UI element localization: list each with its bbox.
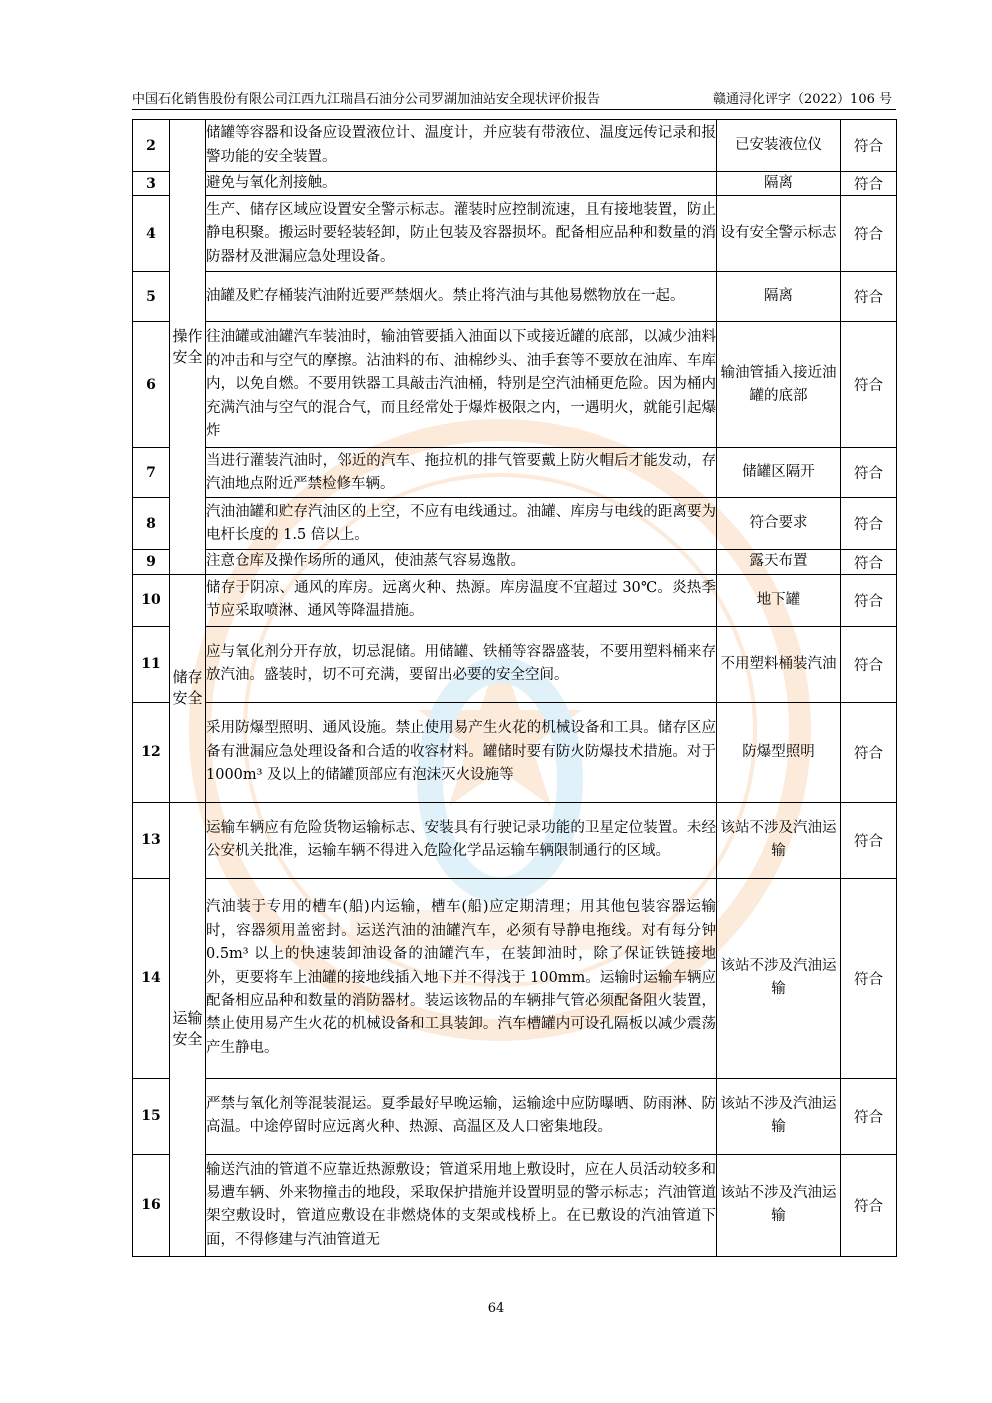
requirement-cell: 避免与氧化剂接触。: [206, 172, 717, 196]
report-number: 赣通浔化评字（2022）106 号: [712, 92, 892, 107]
table-row: [133, 120, 897, 172]
result-cell: 符合: [841, 172, 897, 196]
row-number: 11: [133, 626, 170, 702]
requirement-cell: 油罐及贮存桶装汽油附近要严禁烟火。禁止将汽油与其他易燃物放在一起。: [206, 272, 717, 322]
measure-cell: 该站不涉及汽油运输: [717, 878, 841, 1078]
result-cell: 符合: [841, 626, 897, 702]
requirement-cell: 汽油装于专用的槽车(船)内运输，槽车(船)应定期清理；用其他包装容器运输时，容器须用盖密封。运送汽油的油罐汽车，必须有导静电拖线。对有每分钟 0.5m³ 以上的快速装卸油设备的油罐汽车，在装卸油时，除了保证铁链接地外，更要将车上油罐的接地线插入地下并不得浅于 100mm。运输时运输车辆应配备相应品种和数量的消防器材。装运该物品的车辆排气管必须配备阻火装置，禁止使用易产生火花的机械设备和工具装卸。汽车槽罐内可设孔隔板以减少震荡产生静电。: [206, 878, 717, 1078]
requirement-cell: 储存于阴凉、通风的库房。远离火种、热源。库房温度不宜超过 30℃。炎热季节应采取喷淋、通风等降温措施。: [206, 574, 717, 626]
measure-cell: 防爆型照明: [717, 702, 841, 802]
requirement-cell: 储罐等容器和设备应设置液位计、温度计，并应装有带液位、温度远传记录和报警功能的安全装置。: [206, 120, 717, 172]
requirement-cell: 当进行灌装汽油时，邻近的汽车、拖拉机的排气管要戴上防火帽后才能发动，存汽油地点附近严禁检修车辆。: [206, 448, 717, 498]
row-number: 10: [133, 574, 170, 626]
table-row: [133, 1078, 897, 1154]
row-number: 7: [133, 448, 170, 498]
measure-cell: 露天布置: [717, 550, 841, 574]
requirement-cell: 严禁与氧化剂等混装混运。夏季最好早晚运输，运输途中应防曝晒、防雨淋、防高温。中途停留时应远离火种、热源、高温区及人口密集地段。: [206, 1078, 717, 1154]
header-divider: [132, 109, 896, 110]
row-number: 2: [133, 120, 170, 172]
table-row: [133, 498, 897, 550]
result-cell: 符合: [841, 1078, 897, 1154]
result-cell: 符合: [841, 802, 897, 878]
result-cell: 符合: [841, 322, 897, 448]
row-number: 4: [133, 196, 170, 272]
measure-cell: 储罐区隔开: [717, 448, 841, 498]
table-row: [133, 448, 897, 498]
table-row: [133, 550, 897, 574]
row-number: 6: [133, 322, 170, 448]
result-cell: 符合: [841, 878, 897, 1078]
page-number: 64: [487, 1301, 505, 1316]
result-cell: 符合: [841, 448, 897, 498]
measure-cell: 地下罐: [717, 574, 841, 626]
row-number: 13: [133, 802, 170, 878]
table-row: [133, 1154, 897, 1256]
result-cell: 符合: [841, 272, 897, 322]
result-cell: 符合: [841, 702, 897, 802]
requirement-cell: 注意仓库及操作场所的通风，使油蒸气容易逸散。: [206, 550, 717, 574]
table-row: [133, 196, 897, 272]
result-cell: 符合: [841, 120, 897, 172]
requirement-cell: 汽油油罐和贮存汽油区的上空，不应有电线通过。油罐、库房与电线的距离要为电杆长度的 1.5 倍以上。: [206, 498, 717, 550]
measure-cell: 该站不涉及汽油运输: [717, 802, 841, 878]
requirement-cell: 运输车辆应有危险货物运输标志、安装具有行驶记录功能的卫星定位装置。未经公安机关批准，运输车辆不得进入危险化学品运输车辆限制通行的区域。: [206, 802, 717, 878]
row-number: 14: [133, 878, 170, 1078]
measure-cell: 设有安全警示标志: [717, 196, 841, 272]
measure-cell: 隔离: [717, 272, 841, 322]
measure-cell: 该站不涉及汽油运输: [717, 1078, 841, 1154]
table-row: [133, 272, 897, 322]
row-number: 12: [133, 702, 170, 802]
table-row: [133, 322, 897, 448]
table-row: [133, 878, 897, 1078]
row-number: 8: [133, 498, 170, 550]
category-cell: [170, 802, 206, 1256]
category-label: 运输安全: [172, 1009, 203, 1049]
measure-cell: 隔离: [717, 172, 841, 196]
row-number: 9: [133, 550, 170, 574]
result-cell: 符合: [841, 550, 897, 574]
table-row: [133, 702, 897, 802]
category-cell: [170, 574, 206, 802]
result-cell: 符合: [841, 574, 897, 626]
requirement-cell: 往油罐或油罐汽车装油时，输油管要插入油面以下或接近罐的底部，以减少油料的冲击和与空气的摩擦。沾油料的布、油棉纱头、油手套等不要放在油库、车库内，以免自燃。不要用铁器工具敲击汽油桶，特别是空汽油桶更危险。因为桶内充满汽油与空气的混合气，而且经常处于爆炸极限之内，一遇明火，就能引起爆炸: [206, 322, 717, 448]
row-number: 15: [133, 1078, 170, 1154]
row-number: 16: [133, 1154, 170, 1256]
category-label: 储存安全: [172, 668, 203, 708]
measure-cell: 符合要求: [717, 498, 841, 550]
requirement-cell: 输送汽油的管道不应靠近热源敷设；管道采用地上敷设时，应在人员活动较多和易遭车辆、外来物撞击的地段，采取保护措施并设置明显的警示标志；汽油管道架空敷设时，管道应敷设在非燃烧体的支架或栈桥上。在已敷设的汽油管道下面，不得修建与汽油管道无: [206, 1154, 717, 1256]
table-row: [133, 802, 897, 878]
category-cell: [170, 120, 206, 575]
result-cell: 符合: [841, 196, 897, 272]
table-row: [133, 626, 897, 702]
compliance-table: [132, 119, 897, 1257]
measure-cell: 已安装液位仪: [717, 120, 841, 172]
table-row: [133, 172, 897, 196]
measure-cell: 输油管插入接近油罐的底部: [717, 322, 841, 448]
category-label: 操作安全: [172, 326, 203, 366]
result-cell: 符合: [841, 498, 897, 550]
report-title: 中国石化销售股份有限公司江西九江瑞昌石油分公司罗湖加油站安全现状评价报告: [132, 92, 601, 107]
table-row: [133, 574, 897, 626]
requirement-cell: 采用防爆型照明、通风设施。禁止使用易产生火花的机械设备和工具。储存区应备有泄漏应急处理设备和合适的收容材料。罐储时要有防火防爆技术措施。对于 1000m³ 及以上的储罐顶部应有泡沫灭火设施等: [206, 702, 717, 802]
measure-cell: 不用塑料桶装汽油: [717, 626, 841, 702]
row-number: 5: [133, 272, 170, 322]
measure-cell: 该站不涉及汽油运输: [717, 1154, 841, 1256]
requirement-cell: 应与氧化剂分开存放，切忌混储。用储罐、铁桶等容器盛装，不要用塑料桶来存放汽油。盛装时，切不可充满，要留出必要的安全空间。: [206, 626, 717, 702]
requirement-cell: 生产、储存区域应设置安全警示标志。灌装时应控制流速，且有接地装置，防止静电积聚。搬运时要轻装轻卸，防止包装及容器损坏。配备相应品种和数量的消防器材及泄漏应急处理设备。: [206, 196, 717, 272]
result-cell: 符合: [841, 1154, 897, 1256]
row-number: 3: [133, 172, 170, 196]
